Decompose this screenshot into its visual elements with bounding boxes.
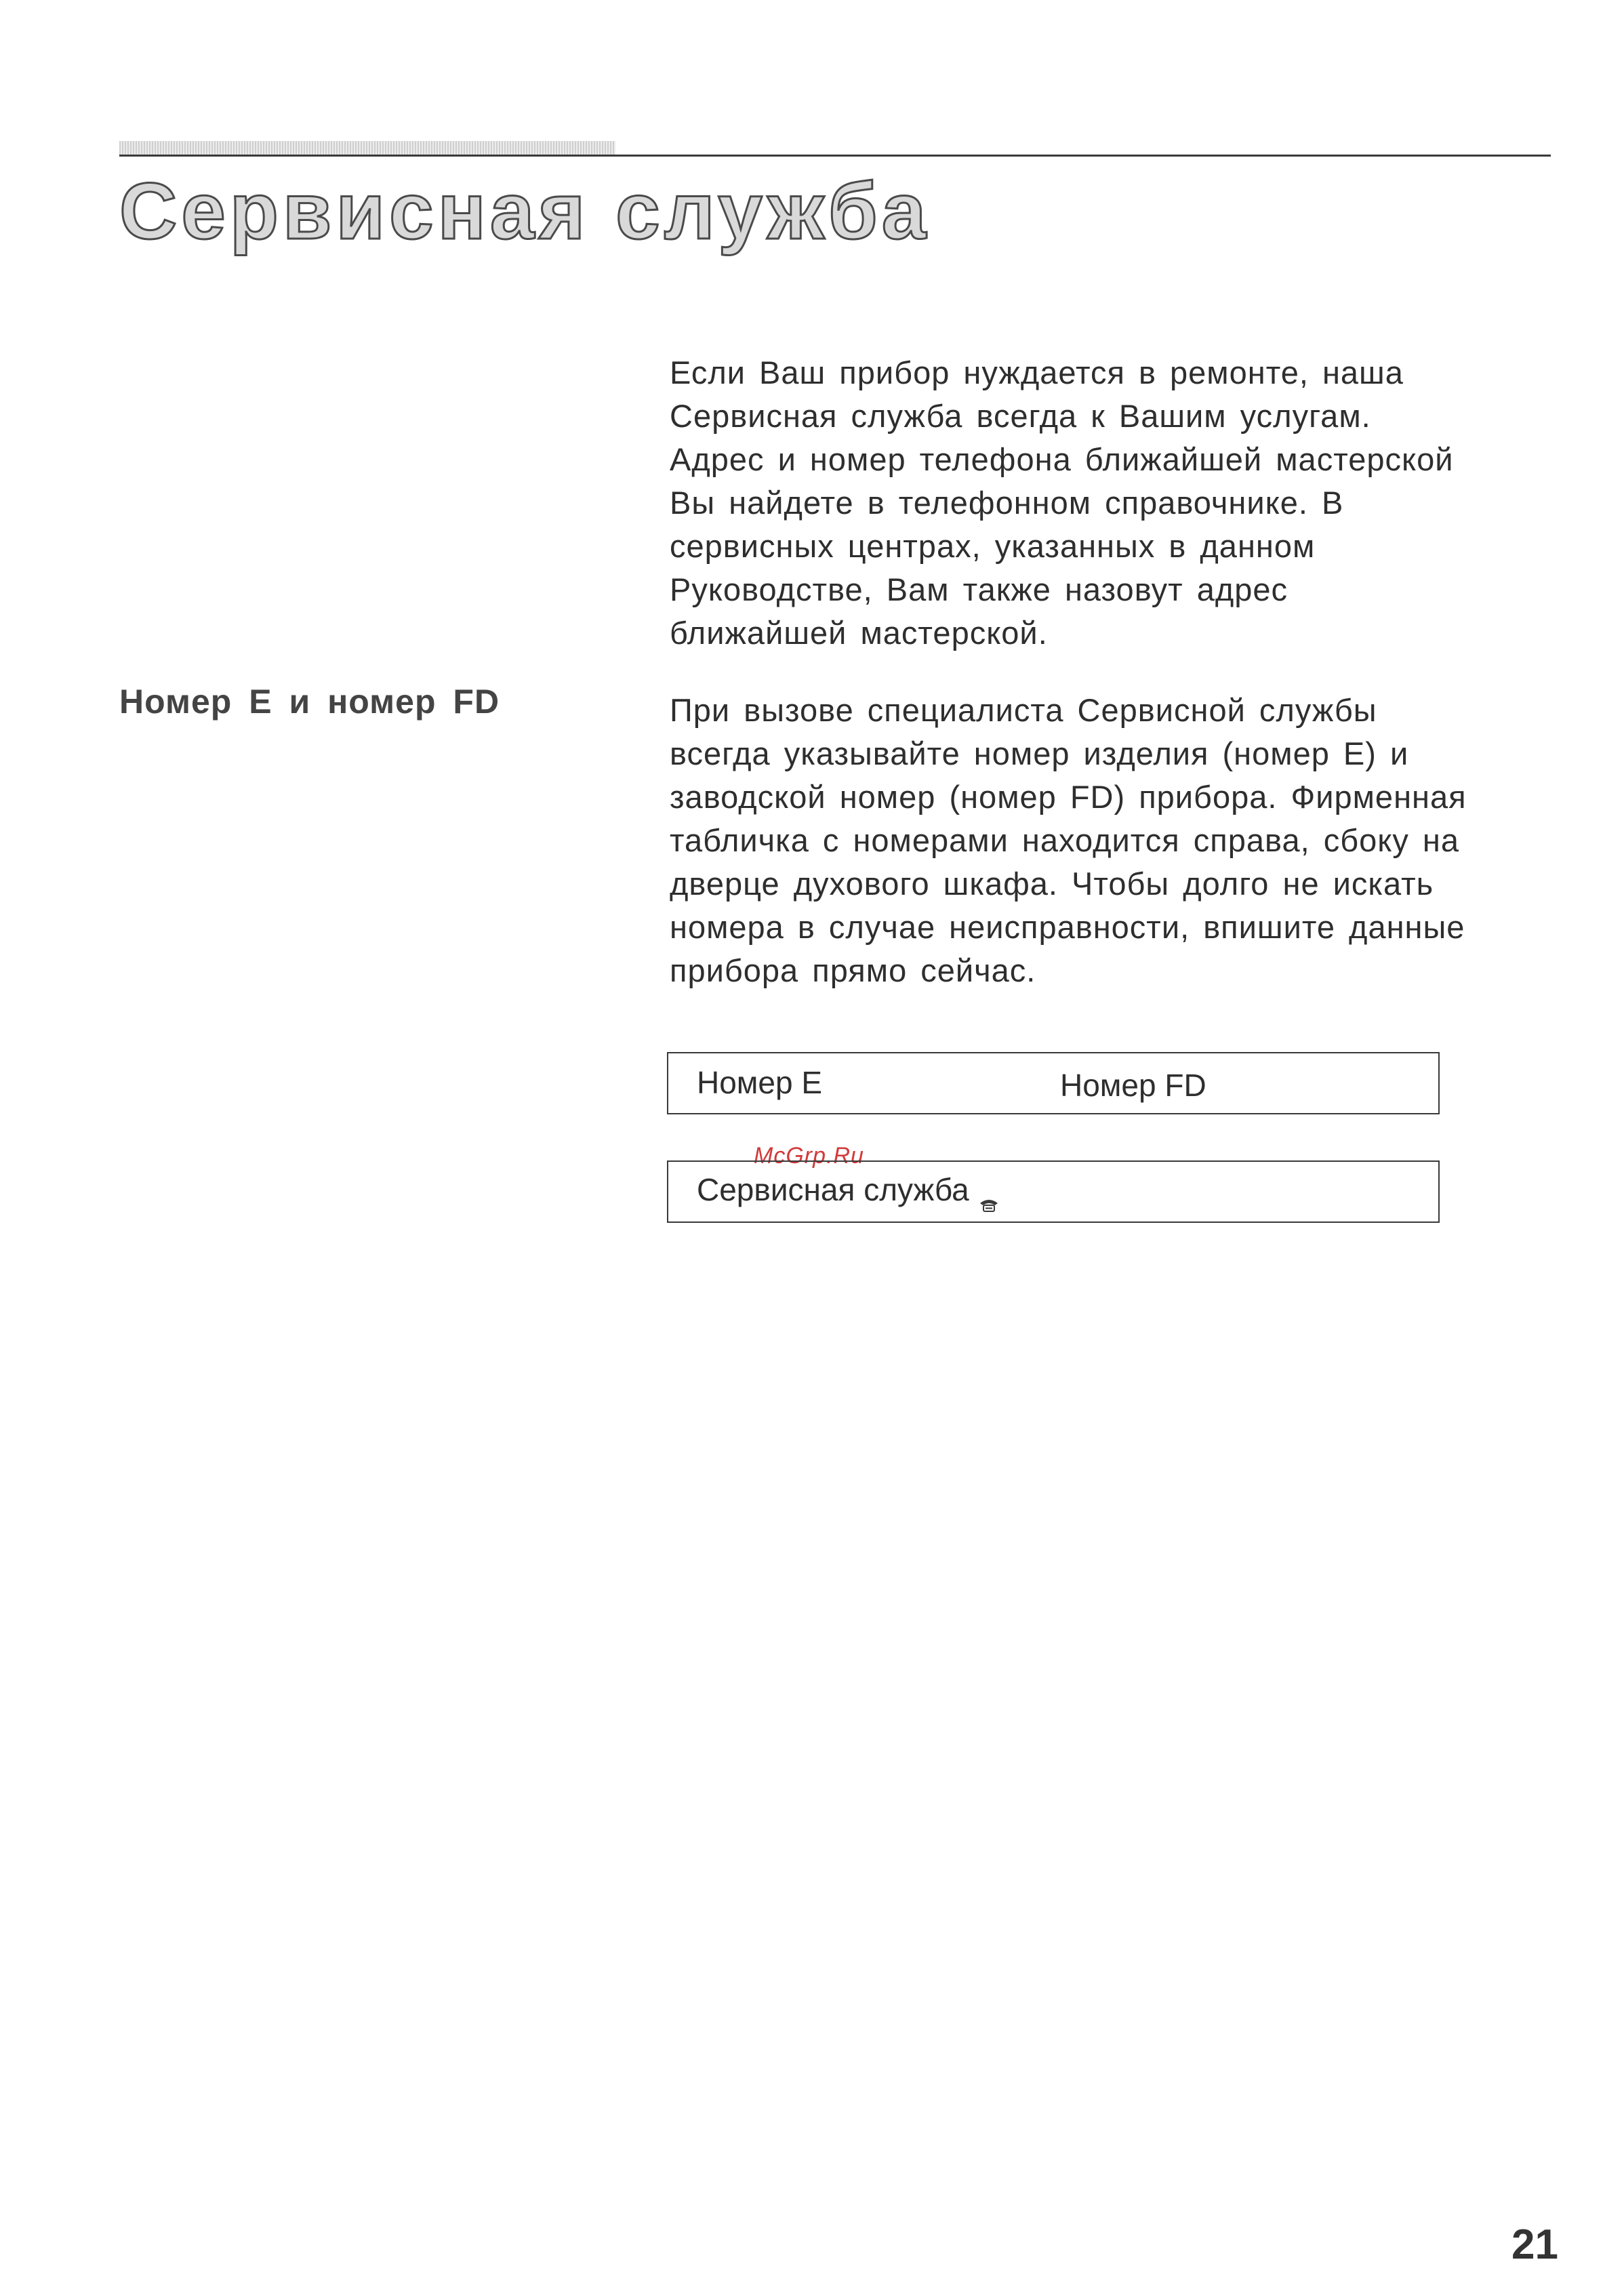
service-form-box [667,1160,1440,1223]
watermark: McGrp.Ru [754,1143,864,1169]
details-line: При вызове специалиста Сервисной службы [670,692,1377,728]
intro-line: Сервисная служба всегда к Вашим услугам. [670,398,1371,434]
intro-line: ближайшей мастерской. [670,615,1048,651]
intro-line: Руководстве, Вам также назовут адрес [670,571,1288,607]
service-field [697,1171,999,1208]
intro-line: Вы найдете в телефонном справочнике. В [670,485,1344,521]
intro-paragraph [670,351,1551,655]
phone-icon [979,1184,999,1198]
intro-line: Если Ваш прибор нуждается в ремонте, наша [670,355,1404,390]
details-line: заводской номер (номер FD) прибора. Фирменная [670,779,1467,815]
service-label: Сервисная служба [697,1172,969,1207]
details-line: номера в случае неисправности, впишите данные [670,909,1465,945]
intro-line: Адрес и номер телефона ближайшей мастерской [670,441,1454,477]
header-decorative-bar [119,141,615,156]
fd-number-label: Номер FD [1060,1068,1206,1103]
details-line: табличка с номерами находится справа, сбоку на [670,822,1459,858]
page-number: 21 [1511,2221,1558,2268]
numbers-form-box [667,1052,1440,1114]
section-heading: Номер E и номер FD [119,683,500,721]
e-number-label: Номер E [697,1065,823,1100]
header-rule [119,155,1551,157]
details-paragraph [670,689,1551,992]
page-title: Сервисная служба [119,167,931,256]
intro-line: сервисных центрах, указанных в данном [670,528,1316,564]
details-line: прибора прямо сейчас. [670,952,1036,988]
details-line: всегда указывайте номер изделия (номер E) и [670,735,1409,771]
details-line: дверце духового шкафа. Чтобы долго не искать [670,866,1434,902]
